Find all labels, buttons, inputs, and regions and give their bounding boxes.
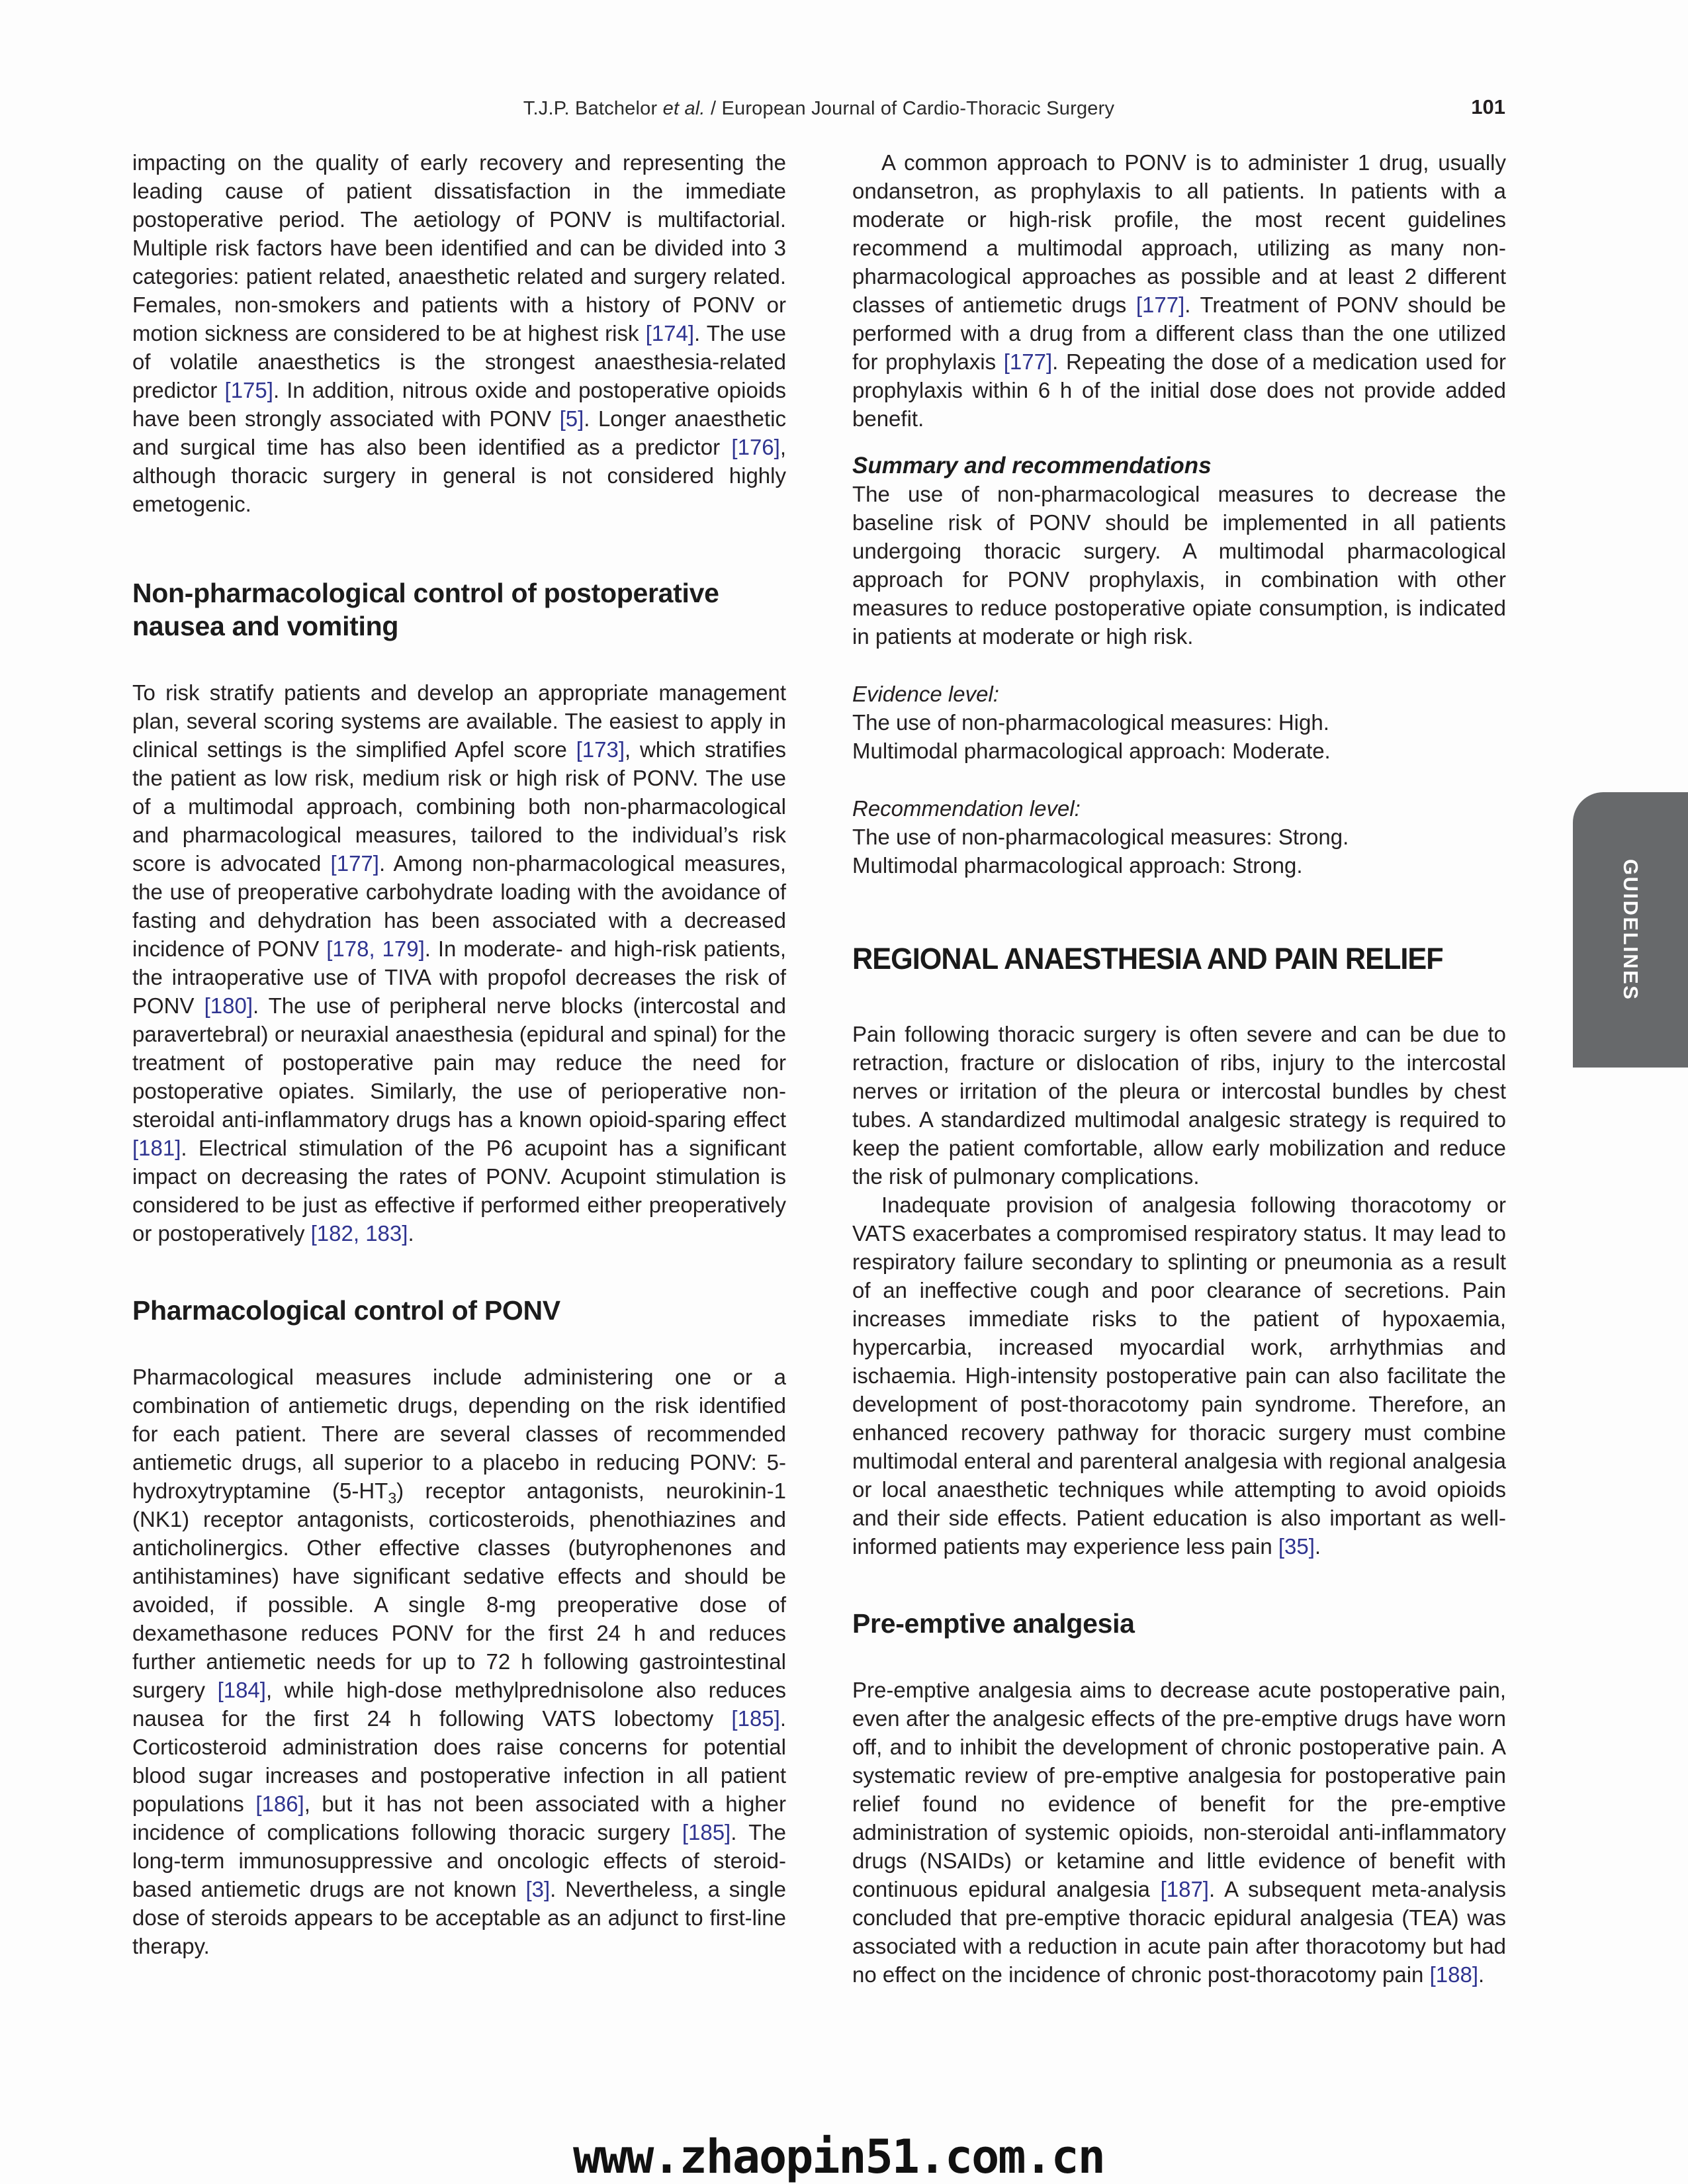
guidelines-edge-tab xyxy=(1573,792,1688,1068)
citation-ref[interactable]: [174] xyxy=(645,321,695,345)
recommendation-level-line: Multimodal pharmacological approach: Strong. xyxy=(852,853,1303,878)
running-head-etal: et al. xyxy=(662,98,705,119)
citation-ref[interactable]: [185] xyxy=(682,1820,731,1844)
paragraph-inadequate-analgesia: Inadequate provision of analgesia following thoracotomy or VATS exacerbates a compromised respiratory status. It may lead to respiratory failure secondary to splinting or pneumonia as a result of an ineffective cough and poor clearance of secretions. Pain increases immediate risks to the patient of hypoxaemia, hypercarbia, increased myocardial work, arrhythmias and ischaemia. High-intensity postoperative pain can also facilitate the development of post-thoracotomy pain syndrome. Therefore, an enhanced recovery pathway for thoracic surgery must combine multimodal enteral and parenteral analgesia with regional analgesia or local anaesthetic techniques while attempting to avoid opioids and their side effects. Patient education is also important as well-informed patients may experience less pain [35]. xyxy=(852,1193,1506,1559)
right-column xyxy=(852,148,1506,1989)
citation-ref[interactable]: [187] xyxy=(1160,1877,1209,1901)
evidence-level-line: The use of non-pharmacological measures: High. xyxy=(852,710,1329,735)
running-head-journal: / European Journal of Cardio-Thoracic Surgery xyxy=(705,98,1115,119)
citation-ref[interactable]: [188] xyxy=(1429,1962,1478,1987)
evidence-level-line: Multimodal pharmacological approach: Moderate. xyxy=(852,739,1331,763)
recommendation-level-block xyxy=(852,794,1506,880)
recommendation-level-line: The use of non-pharmacological measures: Strong. xyxy=(852,825,1349,849)
running-head xyxy=(132,98,1505,120)
citation-ref[interactable]: [177] xyxy=(1135,293,1185,317)
section-heading-regional-anaesthesia: REGIONAL ANAESTHESIA AND PAIN RELIEF xyxy=(852,942,1443,976)
guidelines-tab-label: GUIDELINES xyxy=(1619,858,1642,1001)
evidence-level-block xyxy=(852,680,1506,765)
citation-ref[interactable]: [186] xyxy=(255,1792,304,1816)
subheading-summary-recommendations: Summary and recommendations xyxy=(852,453,1212,478)
citation-ref[interactable]: [3] xyxy=(525,1877,551,1901)
paragraph-summary: The use of non-pharmacological measures to decrease the baseline risk of PONV should be implemented in all patients undergoing thoracic surgery. A multimodal pharmacological approach for PONV prophylaxis, in combination with other measures to reduce postoperative opiate consumption, is indicated in patients at moderate or high risk. xyxy=(852,482,1506,649)
paragraph-pain-following: Pain following thoracic surgery is often severe and can be due to retraction, fracture or dislocation of ribs, injury to the intercostal nerves or irritation of the pleura or intercostal bundles by chest tubes. A standardized multimodal analgesic strategy is required to keep the patient comfortable, allow early mobilization and reduce the risk of pulmonary complications. xyxy=(852,1022,1506,1189)
section-heading-preemptive-analgesia: Pre-emptive analgesia xyxy=(852,1608,1135,1639)
paragraph-preemptive: Pre-emptive analgesia aims to decrease acute postoperative pain, even after the analgesic effects of the pre-emptive drugs have worn off, and to inhibit the development of chronic postoperative pain. A systematic review of pre-emptive analgesia for postoperative pain relief found no evidence of benefit for the pre-emptive administration of systemic opioids, non-steroidal anti-inflammatory drugs (NSAIDs) or ketamine and little evidence of benefit with continuous epidural analgesia [187]. A subsequent meta-analysis concluded that pre-emptive thoracic epidural analgesia (TEA) was associated with a reduction in acute pain after thoracotomy but had no effect on the incidence of chronic post-thoracotomy pain [188]. xyxy=(852,1678,1506,1987)
citation-ref[interactable]: [5] xyxy=(559,406,584,431)
citation-ref[interactable]: [178, 179] xyxy=(326,936,425,961)
running-head-author: T.J.P. Batchelor xyxy=(523,98,663,119)
citation-ref[interactable]: [177] xyxy=(330,851,379,876)
citation-ref[interactable]: [35] xyxy=(1278,1534,1315,1559)
citation-ref[interactable]: [175] xyxy=(224,378,273,402)
left-column xyxy=(132,148,786,1960)
citation-ref[interactable]: [176] xyxy=(731,435,780,459)
paragraph-nonpharmacological: To risk stratify patients and develop an appropriate management plan, several scoring systems are available. The easiest to apply in clinical settings is the simplified Apfel score [173], which stratifies the patient as low risk, medium risk or high risk of PONV. The use of a multimodal approach, combining both non-pharmacological and pharmacological measures, tailored to the individual’s risk score is advocated [177]. Among non-pharmacological measures, the use of preoperative carbohydrate loading with the avoidance of fasting and dehydration has been associated with a decreased incidence of PONV [178, 179]. In moderate- and high-risk patients, the intraoperative use of TIVA with propofol decreases the risk of PONV [180]. The use of peripheral nerve blocks (intercostal and paravertebral) or neuraxial anaesthesia (epidural and spinal) for the treatment of postoperative pain may reduce the need for postoperative opiates. Similarly, the use of perioperative non-steroidal anti-inflammatory drugs has a known opioid-sparing effect [181]. Electrical stimulation of the P6 acupoint has a significant impact on decreasing the rates of PONV. Acupoint stimulation is considered to be just as effective if performed either preoperatively or postoperatively [182, 183]. xyxy=(132,680,786,1246)
citation-ref[interactable]: [181] xyxy=(132,1136,181,1160)
paragraph-ponv-intro: impacting on the quality of early recovery and representing the leading cause of patient dissatisfaction in the immediate postoperative period. The aetiology of PONV is multifactorial. Multiple risk factors have been identified and can be divided into 3 categories: patient related, anaesthetic related and surgery related. Females, non-smokers and patients with a history of PONV or motion sickness are considered to be at highest risk [174]. The use of volatile anaesthetics is the strongest anaesthesia-related predictor [175]. In addition, nitrous oxide and postoperative opioids have been strongly associated with PONV [5]. Longer anaesthetic and surgical time has also been identified as a predictor [176], although thoracic surgery in general is not considered highly emetogenic. xyxy=(132,150,787,516)
watermark: www.zhaopin51.com.cn xyxy=(573,2130,1104,2184)
citation-ref[interactable]: [173] xyxy=(576,737,625,762)
section-heading-nonpharmacological: Non-pharmacological control of postoperative nausea and vomiting xyxy=(132,578,719,641)
evidence-level-label: Evidence level: xyxy=(852,682,999,706)
citation-ref[interactable]: [180] xyxy=(204,993,253,1018)
section-heading-pharmacological: Pharmacological control of PONV xyxy=(132,1295,560,1326)
paragraph-pharmacological: Pharmacological measures include administering one or a combination of antiemetic drugs, depending on the risk identified for each patient. There are several classes of recommended antiemetic drugs, all superior to a placebo in reducing PONV: 5-hydroxytryptamine $(5-HT_3)$ receptor antagonists, neurokinin-1 (NK1) receptor antagonists, corticosteroids, phenothiazines and anticholinergics. Other effective classes (butyrophenones and antihistamines) have significant sedative effects and should be avoided, if possible. A single 8-mg preoperative dose of dexamethasone reduces PONV for the first 24 h and reduces further antiemetic needs for up to 72 h following gastrointestinal surgery [184], while high-dose methylprednisolone also reduces nausea for the first 24 h following VATS lobectomy [185]. Corticosteroid administration does raise concerns for potential blood sugar increases and postoperative infection in all patient populations [186], but it has not been associated with a higher incidence of complications following thoracic surgery [185]. The long-term immunosuppressive and oncologic effects of steroid-based antiemetic drugs are not known [3]. Nevertheless, a single dose of steroids appears to be acceptable as an adjunct to first-line therapy. xyxy=(132,1365,786,1958)
paragraph-common-approach: A common approach to PONV is to administer 1 drug, usually ondansetron, as prophylaxis to all patients. In patients with a moderate or high-risk profile, the most recent guidelines recommend a multimodal approach, utilizing as many non-pharmacological approaches as possible and at least 2 different classes of antiemetic drugs [177]. Treatment of PONV should be performed with a drug from a different class than the one utilized for prophylaxis [177]. Repeating the dose of a medication used for prophylaxis within 6 h of the initial dose does not provide added benefit. xyxy=(852,150,1506,431)
citation-ref[interactable]: [184] xyxy=(217,1678,266,1702)
citation-ref[interactable]: [177] xyxy=(1003,349,1053,374)
citation-ref[interactable]: [185] xyxy=(731,1706,780,1731)
recommendation-level-label: Recommendation level: xyxy=(852,796,1081,821)
citation-ref[interactable]: [182, 183] xyxy=(310,1221,408,1246)
page-number: 101 xyxy=(1471,95,1505,118)
